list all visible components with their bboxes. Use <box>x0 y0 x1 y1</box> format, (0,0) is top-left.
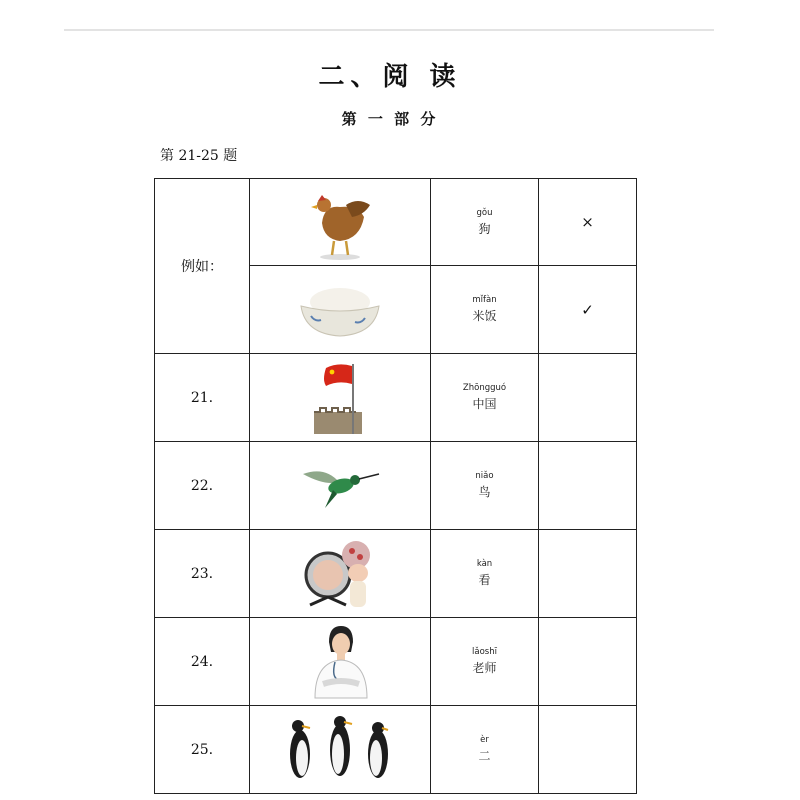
table-row <box>155 354 637 442</box>
question-number: 23. <box>155 530 250 618</box>
hanzi: 老师 <box>472 661 497 675</box>
table-row <box>155 618 637 706</box>
pinyin: niǎo <box>475 471 494 481</box>
part-title: 第 一 部 分 <box>341 110 439 128</box>
hanzi: 二 <box>478 749 491 763</box>
penguins-picture <box>250 706 431 794</box>
answer-box[interactable] <box>539 618 637 706</box>
pinyin: mǐfàn <box>472 295 497 305</box>
question-number: 24. <box>155 618 250 706</box>
answer-box[interactable] <box>539 530 637 618</box>
answer-cross-mark: × <box>539 179 637 266</box>
hanzi: 狗 <box>478 221 491 236</box>
question-number: 22. <box>155 442 250 530</box>
top-divider <box>64 29 714 31</box>
example-word-2 <box>431 266 539 354</box>
question-number: 21. <box>155 354 250 442</box>
word-cell <box>431 530 539 618</box>
table-row <box>155 706 637 794</box>
hummingbird-picture <box>250 442 431 530</box>
flag-great-wall-picture <box>250 354 431 442</box>
question-range: 第 21-25 题 <box>160 148 238 164</box>
section-title: 二、阅 读 <box>318 62 462 92</box>
pinyin: èr <box>480 735 489 745</box>
hanzi: 鸟 <box>478 485 491 499</box>
pinyin: lǎoshī <box>472 647 497 657</box>
hanzi: 米饭 <box>472 309 497 323</box>
chicken-picture <box>250 179 431 266</box>
answer-box[interactable] <box>539 354 637 442</box>
question-table <box>154 178 637 794</box>
answer-box[interactable] <box>539 442 637 530</box>
answer-check-mark: ✓ <box>539 266 637 354</box>
table-row <box>155 179 637 266</box>
table-row <box>155 530 637 618</box>
pinyin: gǒu <box>476 207 493 218</box>
rice-bowl-picture <box>250 266 431 354</box>
answer-box[interactable] <box>539 706 637 794</box>
doctor-picture <box>250 618 431 706</box>
pinyin: kàn <box>476 559 493 569</box>
hanzi: 看 <box>478 573 491 587</box>
hanzi: 中国 <box>472 397 497 411</box>
pinyin: Zhōngguó <box>462 383 507 393</box>
example-word-1 <box>431 179 539 266</box>
word-cell <box>431 442 539 530</box>
baby-mirror-picture <box>250 530 431 618</box>
word-cell <box>431 354 539 442</box>
table-row <box>155 442 637 530</box>
question-number: 25. <box>155 706 250 794</box>
word-cell <box>431 706 539 794</box>
word-cell <box>431 618 539 706</box>
example-label: 例如： <box>155 179 250 354</box>
